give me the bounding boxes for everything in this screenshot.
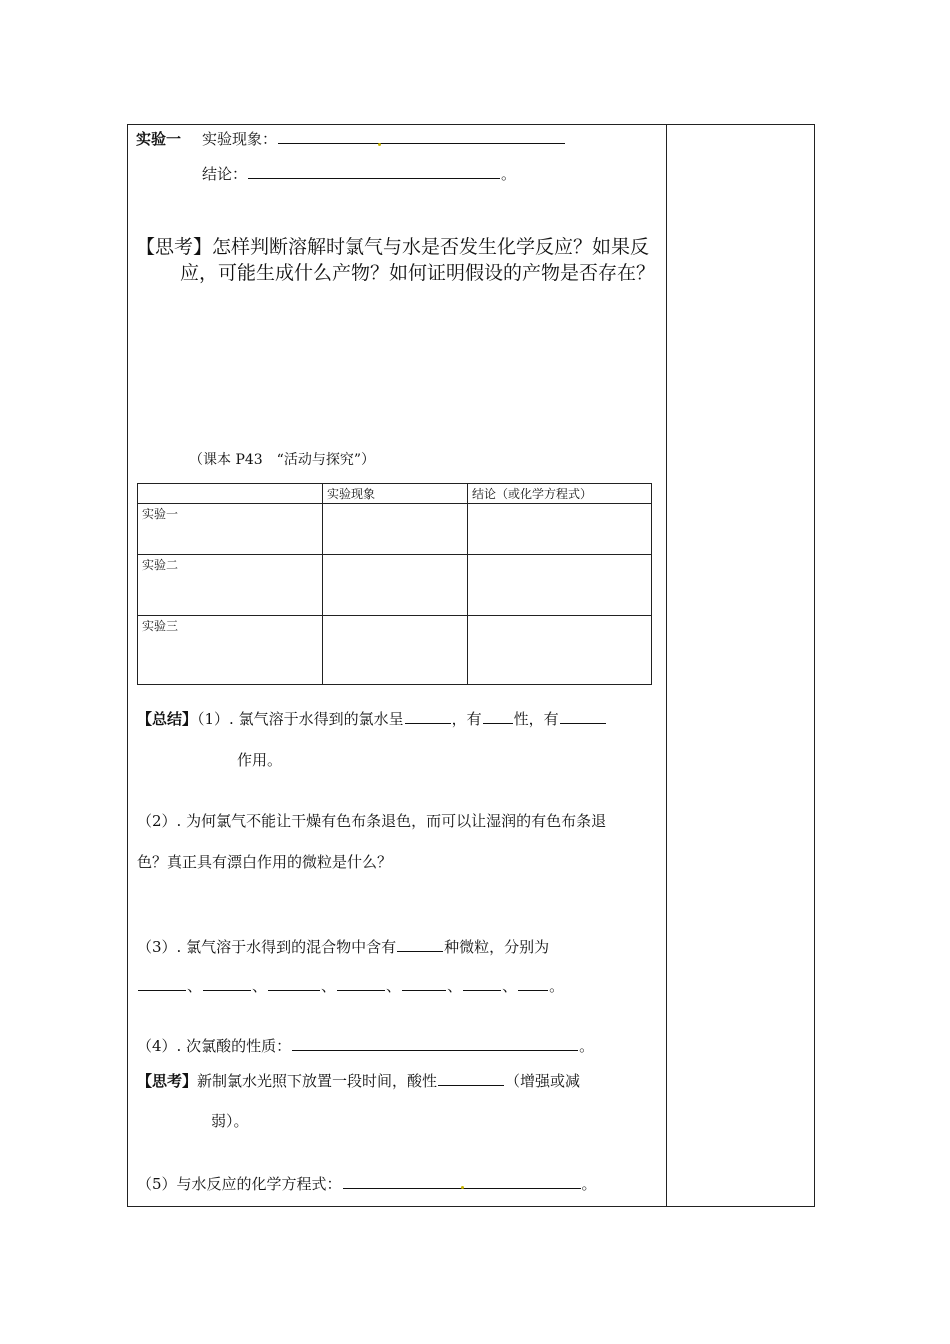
table-header-conclusion: 结论（或化学方程式） <box>468 484 652 504</box>
experiment-phenomenon-line <box>202 129 566 149</box>
think2-line2: 弱）。 <box>211 1112 249 1130</box>
think-question-line2: 应，可能生成什么产物？如何证明假设的产物是否存在？ <box>180 262 656 284</box>
separator: 、 <box>187 977 203 995</box>
think2-text-a: 新制氯水光照下放置一段时间，酸性 <box>197 1072 438 1090</box>
separator: 、 <box>502 977 518 995</box>
phenomenon-blank[interactable] <box>278 129 565 144</box>
phenomenon-cell[interactable] <box>323 555 468 616</box>
conclusion-cell[interactable] <box>468 504 652 555</box>
q3-blank-count[interactable] <box>397 937 443 952</box>
experiment-table <box>137 483 652 685</box>
row-label: 实验三 <box>138 616 323 685</box>
stray-dot <box>461 1186 464 1189</box>
q4-blank[interactable] <box>292 1036 578 1051</box>
table-header-row <box>138 484 652 504</box>
q1-text-a: （1）. 氯气溶于水得到的氯水呈 <box>197 710 404 728</box>
summary-q2-line1: （2）. 为何氯气不能让干燥有色布条退色，而可以让湿润的有色布条退 <box>137 812 607 830</box>
table-row <box>138 616 652 685</box>
conclusion-cell[interactable] <box>468 616 652 685</box>
particle-blank[interactable] <box>402 976 446 991</box>
summary-q2-line2: 色？真正具有漂白作用的微粒是什么？ <box>137 853 393 871</box>
particle-blank[interactable] <box>463 976 501 991</box>
q5-text: （5）与水反应的化学方程式： <box>137 1175 342 1193</box>
particle-blank[interactable] <box>268 976 320 991</box>
separator: 、 <box>252 977 268 995</box>
summary-q1-line2: 作用。 <box>237 751 283 769</box>
think2-text-b: （增强或减 <box>505 1072 581 1090</box>
separator: 、 <box>321 977 337 995</box>
particle-blank[interactable] <box>518 976 548 991</box>
summary-q4 <box>137 1036 594 1056</box>
table-row <box>138 504 652 555</box>
row-label: 实验二 <box>138 555 323 616</box>
q1-text-b: ，有 <box>451 710 482 728</box>
table-header-blank <box>138 484 323 504</box>
textbook-reference: （课本 P43 “活动与探究”） <box>189 452 375 468</box>
experiment-one-title: 实验一 <box>136 130 182 148</box>
row-label: 实验一 <box>138 504 323 555</box>
phenomenon-cell[interactable] <box>323 616 468 685</box>
conclusion-line <box>202 164 516 184</box>
q1-text-c: 性，有 <box>513 710 559 728</box>
column-divider <box>666 124 667 1207</box>
conclusion-cell[interactable] <box>468 555 652 616</box>
conclusion-blank[interactable] <box>248 164 500 179</box>
period: 。 <box>501 165 517 183</box>
phenomenon-cell[interactable] <box>323 504 468 555</box>
phenomenon-label: 实验现象： <box>202 130 278 148</box>
period: 。 <box>549 977 565 995</box>
separator: 、 <box>447 977 463 995</box>
period: 。 <box>579 1037 595 1055</box>
q4-text: （4）. 次氯酸的性质： <box>137 1037 292 1055</box>
summary-label: 【总结】 <box>137 710 198 728</box>
table-header-phenomenon: 实验现象 <box>323 484 468 504</box>
think2-label: 【思考】 <box>137 1072 198 1090</box>
q1-blank-effect[interactable] <box>560 709 606 724</box>
particle-blank[interactable] <box>203 976 251 991</box>
think-question-line1: 【思考】怎样判断溶解时氯气与水是否发生化学反应？如果反 <box>136 236 650 258</box>
summary-q3-line2 <box>137 976 564 996</box>
particle-blank[interactable] <box>337 976 385 991</box>
q1-blank-property[interactable] <box>483 709 513 724</box>
table-row <box>138 555 652 616</box>
stray-dot <box>378 143 381 146</box>
conclusion-label: 结论： <box>202 165 248 183</box>
summary-q3-line1 <box>137 937 549 957</box>
summary-q5 <box>137 1174 597 1194</box>
think2-line1 <box>137 1071 580 1091</box>
summary-q1-line1 <box>137 709 607 729</box>
period: 。 <box>581 1175 597 1193</box>
q3-text-a: （3）. 氯气溶于水得到的混合物中含有 <box>137 938 397 956</box>
particle-blank[interactable] <box>138 976 186 991</box>
separator: 、 <box>386 977 402 995</box>
q3-text-b: 种微粒，分别为 <box>444 938 550 956</box>
think2-blank[interactable] <box>438 1071 504 1086</box>
q1-blank-color[interactable] <box>405 709 451 724</box>
